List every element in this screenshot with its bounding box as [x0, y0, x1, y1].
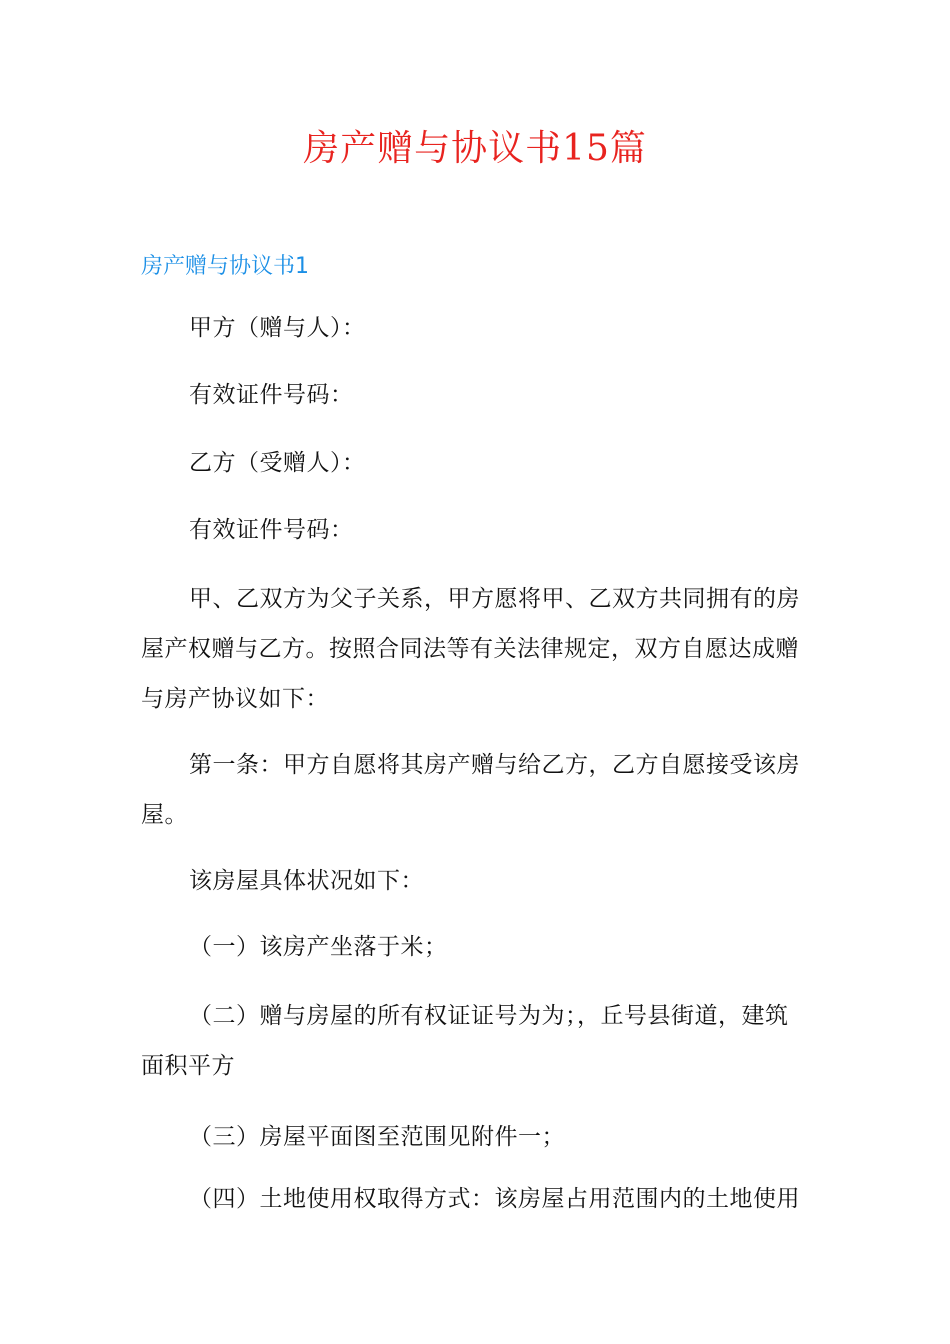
paragraph-article-one: 第一条：甲方自愿将其房产赠与给乙方，乙方自愿接受该房屋。	[141, 752, 800, 828]
document-title: 房产赠与协议书15篇	[303, 128, 647, 169]
paragraph-preamble: 甲、乙双方为父子关系，甲方愿将甲、乙双方共同拥有的房屋产权赠与乙方。按照合同法等有关法律规定，双方自愿达成赠与房产协议如下：	[141, 586, 800, 712]
paragraph-donee: 乙方（受赠人）：	[189, 450, 366, 476]
section-heading: 房产赠与协议书1	[141, 254, 309, 279]
paragraph-item-three: （三）房屋平面图至范围见附件一；	[189, 1124, 565, 1150]
paragraph-item-four: （四）土地使用权取得方式：该房屋占用范围内的土地使用	[189, 1186, 800, 1212]
paragraph-donor: 甲方（赠与人）：	[189, 315, 366, 341]
paragraph-item-two: （二）赠与房屋的所有权证证号为为；，丘号县街道，建筑面积平方	[141, 1003, 789, 1079]
paragraph-property-details: 该房屋具体状况如下：	[189, 868, 424, 894]
paragraph-item-one: （一）该房产坐落于米；	[189, 934, 448, 960]
paragraph-donee-id: 有效证件号码：	[189, 517, 354, 543]
paragraph-donor-id: 有效证件号码：	[189, 382, 354, 408]
